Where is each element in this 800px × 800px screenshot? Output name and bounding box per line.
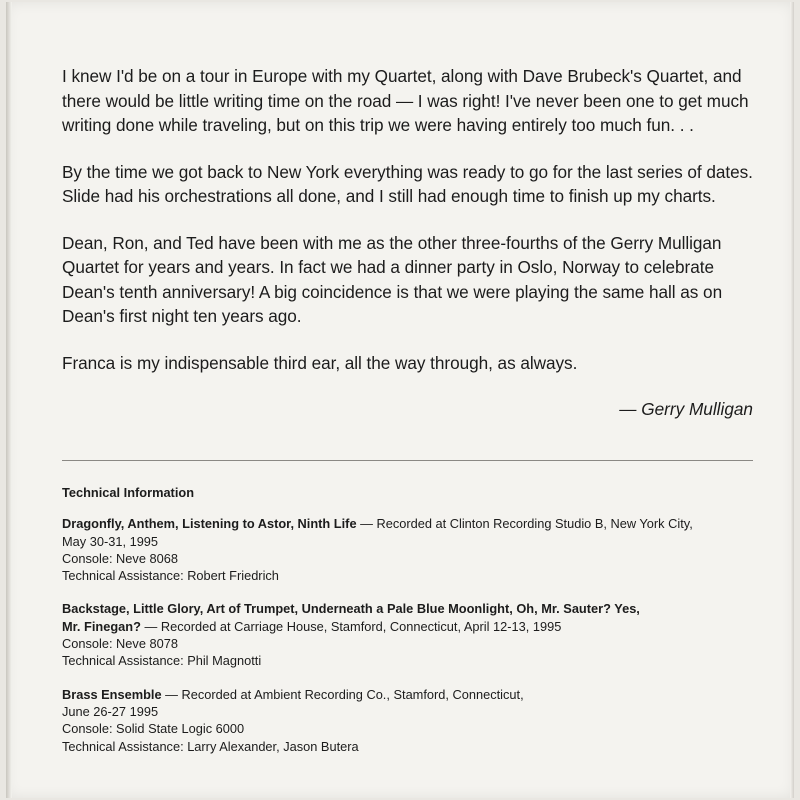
entry-recorded-at: — Recorded at Ambient Recording Co., Stamford, Connecticut, <box>161 686 524 702</box>
entry-track-titles-continued: Mr. Finegan? <box>62 618 141 634</box>
entry-track-titles: Backstage, Little Glory, Art of Trumpet, Underneath a Pale Blue Moonlight, Oh, Mr. Sauter? Yes, <box>62 601 640 617</box>
page-left-edge-shadow <box>6 2 12 798</box>
technical-entry <box>62 600 762 669</box>
entry-technical-assistance: Technical Assistance: Robert Friedrich <box>62 568 279 584</box>
page-right-edge-shadow <box>790 2 794 798</box>
liner-notes-paragraph-2: By the time we got back to New York everything was ready to go for the last series of dates. Slide had his orchestrations all done, and I still had enough time to finish up my charts. <box>62 161 753 206</box>
liner-notes-text <box>62 64 762 397</box>
entry-track-titles: Dragonfly, Anthem, Listening to Astor, Ninth Life <box>62 516 357 532</box>
entry-track-titles: Brass Ensemble <box>62 686 162 702</box>
entry-recorded-at: — Recorded at Carriage House, Stamford, Connecticut, April 12-13, 1995 <box>140 618 562 634</box>
entry-console: Console: Neve 8068 <box>62 550 178 566</box>
entry-console: Console: Neve 8078 <box>62 636 178 652</box>
technical-entry <box>62 515 762 584</box>
entry-recorded-at: — Recorded at Clinton Recording Studio B, New York City, <box>356 516 693 532</box>
liner-notes-paragraph-4: Franca is my indispensable third ear, all the way through, as always. <box>62 352 578 373</box>
entry-title-line <box>62 618 762 635</box>
entry-technical-assistance: Technical Assistance: Larry Alexander, Jason Butera <box>62 738 359 754</box>
entry-technical-assistance: Technical Assistance: Phil Magnotti <box>62 653 262 669</box>
section-divider <box>62 460 753 461</box>
entry-console: Console: Solid State Logic 6000 <box>62 721 245 737</box>
technical-information-heading: Technical Information <box>62 485 195 500</box>
liner-notes-paragraph-3: Dean, Ron, and Ted have been with me as the other three-fourths of the Gerry Mulligan Quartet for years and years. In fact we had a dinner party in Oslo, Norway to celebrate Dean's tenth anniversary! A big coincidence is that we were playing the same hall as on Dean's first night ten years ago. <box>62 232 723 326</box>
technical-information-section <box>62 484 762 771</box>
technical-entry <box>62 686 762 755</box>
entry-recording-date: May 30-31, 1995 <box>62 533 159 549</box>
liner-notes-paragraph-1: I knew I'd be on a tour in Europe with my Quartet, along with Dave Brubeck's Quartet, and there would be little writing time on the road — I was right! I've never been one to get much writing done while traveling, but on this trip we were having entirely too much fun. . . <box>62 66 749 135</box>
entry-title-line <box>62 515 762 532</box>
entry-recording-date: June 26-27 1995 <box>62 703 159 719</box>
entry-title-line <box>62 686 762 703</box>
author-signature: — Gerry Mulligan <box>619 399 753 419</box>
booklet-page <box>6 2 794 798</box>
